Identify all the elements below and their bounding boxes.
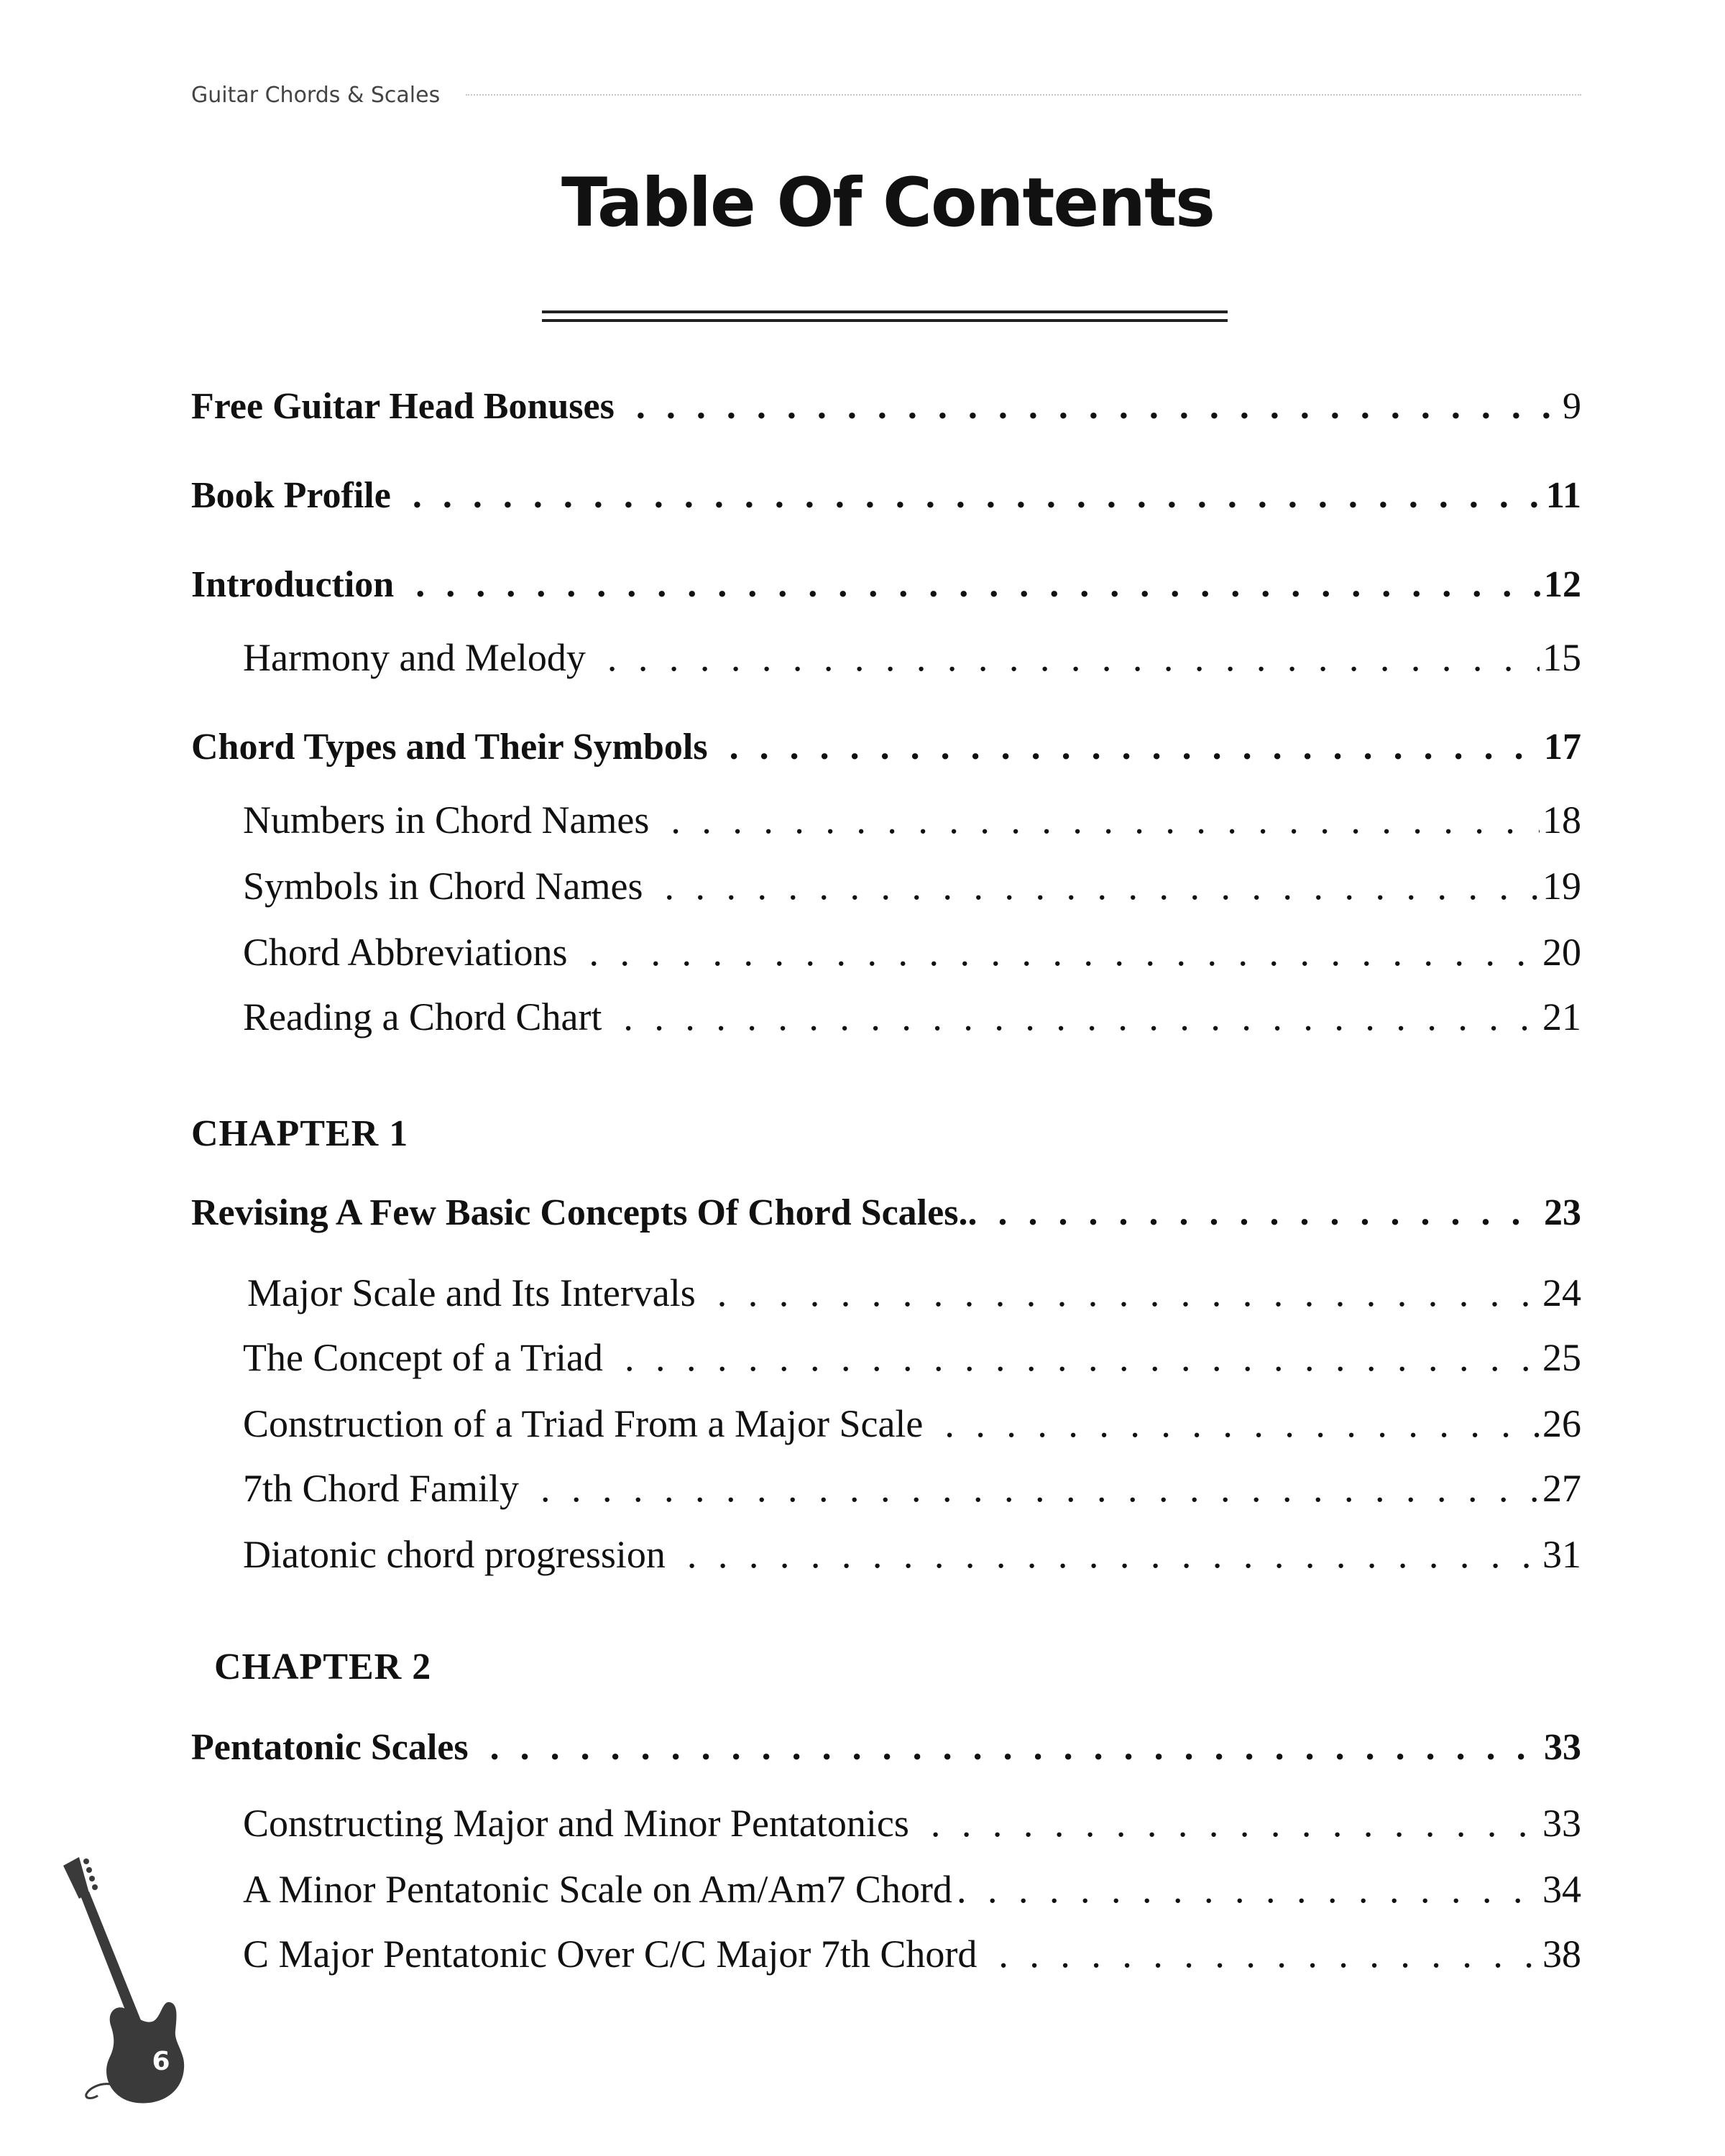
toc-entry[interactable] bbox=[191, 1801, 1581, 1846]
dot-leader bbox=[625, 1335, 1540, 1380]
running-title: Guitar Chords & Scales bbox=[191, 82, 441, 108]
toc-entry-label: 7th Chord Family bbox=[243, 1467, 520, 1510]
toc-entry[interactable] bbox=[191, 563, 1581, 606]
toc-entry-label: Revising A Few Basic Concepts Of Chord Scales. bbox=[191, 1192, 968, 1233]
toc-entry-page: 12 bbox=[1544, 564, 1581, 605]
toc-entry-label: Book Profile bbox=[191, 475, 391, 516]
dot-leader bbox=[607, 635, 1540, 680]
toc-entry-label: C Major Pentatonic Over C/C Major 7th Chord bbox=[243, 1932, 978, 1976]
toc-entry-page: 27 bbox=[1542, 1467, 1581, 1510]
toc-entry[interactable] bbox=[191, 385, 1581, 428]
toc-entry-label: A Minor Pentatonic Scale on Am/Am7 Chord bbox=[243, 1868, 952, 1911]
toc-entry[interactable] bbox=[191, 1532, 1581, 1577]
toc-entry[interactable] bbox=[191, 995, 1581, 1039]
toc-entry-page: 19 bbox=[1542, 865, 1581, 908]
toc-entry[interactable] bbox=[191, 864, 1581, 908]
dot-leader bbox=[636, 385, 1560, 428]
toc-entry-label: Harmony and Melody bbox=[243, 636, 586, 679]
toc-entry-page: 15 bbox=[1542, 636, 1581, 679]
toc-entry-page: 24 bbox=[1542, 1271, 1581, 1314]
dot-leader bbox=[623, 995, 1540, 1039]
toc-entry[interactable] bbox=[191, 930, 1581, 975]
toc-entry-label: Introduction bbox=[191, 564, 395, 605]
toc-entry[interactable] bbox=[191, 1401, 1581, 1446]
toc-entry[interactable] bbox=[191, 1271, 1581, 1315]
dot-leader bbox=[413, 474, 1543, 517]
toc-entry[interactable] bbox=[191, 1867, 1581, 1912]
toc-entry[interactable] bbox=[191, 474, 1581, 517]
dot-leader bbox=[687, 1532, 1540, 1577]
header-dotted-rule bbox=[466, 94, 1581, 96]
toc-entry-page: 17 bbox=[1544, 727, 1581, 768]
toc-entry-label: Reading a Chord Chart bbox=[243, 995, 602, 1038]
toc-entry-label: Constructing Major and Minor Pentatonics bbox=[243, 1802, 909, 1845]
toc-entry[interactable] bbox=[191, 1726, 1581, 1769]
toc-entry-label: The Concept of a Triad bbox=[243, 1336, 603, 1379]
toc-entry-page: 34 bbox=[1542, 1868, 1581, 1911]
toc-entry[interactable] bbox=[191, 798, 1581, 842]
dot-leader bbox=[931, 1801, 1540, 1846]
toc-entry[interactable] bbox=[191, 635, 1581, 680]
dot-leader bbox=[671, 798, 1540, 842]
toc-entry-label: Major Scale and Its Intervals bbox=[247, 1271, 696, 1314]
chapter-heading: CHAPTER 1 bbox=[191, 1113, 409, 1154]
page-title: Table Of Contents bbox=[561, 164, 1214, 242]
toc-entry[interactable] bbox=[191, 1932, 1581, 1976]
toc-entry-label: Diatonic chord progression bbox=[243, 1533, 666, 1576]
toc-entry-page: 11 bbox=[1545, 475, 1581, 516]
toc-entry-page: 21 bbox=[1542, 995, 1581, 1038]
dot-leader bbox=[490, 1726, 1541, 1769]
toc-entry[interactable] bbox=[191, 1466, 1581, 1511]
toc-entry[interactable] bbox=[191, 1335, 1581, 1380]
toc-entry-page: 31 bbox=[1542, 1533, 1581, 1576]
toc-entry-label: Numbers in Chord Names bbox=[243, 798, 650, 842]
dot-leader bbox=[730, 726, 1541, 768]
toc-entry-page: 33 bbox=[1544, 1727, 1581, 1768]
dot-leader bbox=[957, 1867, 1540, 1912]
toc-entry-label: Chord Abbreviations bbox=[243, 931, 568, 974]
page-number: 6 bbox=[152, 2047, 170, 2076]
chapter-heading: CHAPTER 2 bbox=[214, 1646, 432, 1687]
toc-entry-label: Pentatonic Scales bbox=[191, 1727, 469, 1768]
toc-entry-label: Symbols in Chord Names bbox=[243, 865, 643, 908]
dot-leader bbox=[967, 1192, 1541, 1234]
dot-leader bbox=[540, 1466, 1540, 1511]
toc-entry-page: 25 bbox=[1542, 1336, 1581, 1379]
toc-entry-page: 26 bbox=[1542, 1402, 1581, 1445]
toc-entry-page: 9 bbox=[1563, 386, 1581, 427]
running-header bbox=[191, 80, 1581, 109]
toc-entry-page: 18 bbox=[1542, 798, 1581, 842]
dot-leader bbox=[589, 930, 1540, 975]
dot-leader bbox=[998, 1932, 1540, 1976]
dot-leader bbox=[665, 864, 1540, 908]
toc-entry-page: 33 bbox=[1542, 1802, 1581, 1845]
toc-entry-label: Construction of a Triad From a Major Scale bbox=[243, 1402, 924, 1445]
toc-entry-page: 23 bbox=[1544, 1192, 1581, 1233]
dot-leader bbox=[944, 1401, 1540, 1446]
dot-leader bbox=[717, 1271, 1540, 1315]
toc-entry[interactable] bbox=[191, 1192, 1581, 1234]
toc-entry-label: Chord Types and Their Symbols bbox=[191, 727, 708, 768]
toc-entry-page: 38 bbox=[1542, 1932, 1581, 1976]
toc-entry-page: 20 bbox=[1542, 931, 1581, 974]
title-double-rule bbox=[542, 310, 1228, 322]
toc-entry-label: Free Guitar Head Bonuses bbox=[191, 386, 615, 427]
toc-entry[interactable] bbox=[191, 726, 1581, 768]
dot-leader bbox=[415, 563, 1541, 606]
